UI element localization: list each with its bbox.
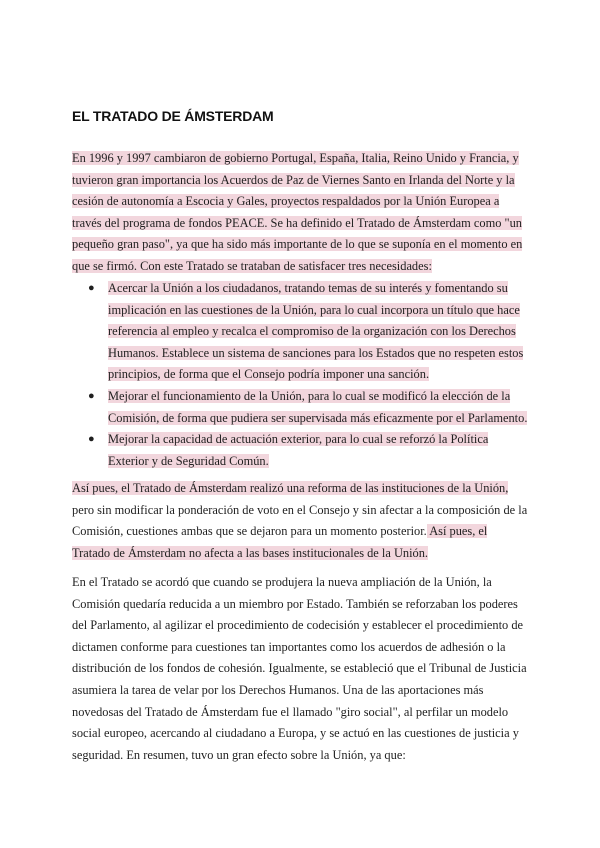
list-item — [88, 386, 528, 429]
bullet-icon: ● — [88, 282, 95, 294]
intro-text: En 1996 y 1997 cambiaron de gobierno Portugal, España, Italia, Reino Unido y Francia, y tuvieron gran importancia los Acuerdos de Paz de Viernes Santo en Irlanda del Norte y la cesión de autonomía a Escocia y Gales, proyectos respaldados por la Unión Europea a través del programa de fondos PEACE. Se ha definido el Tratado de Ámsterdam como "un pequeño gran paso", ya que ha sido más importante de lo que se suponía en el momento en que se firmó. Con este Tratado se trataban de satisfacer tres necesidades: — [72, 151, 523, 273]
list-item-text: Mejorar el funcionamiento de la Unión, para lo cual se modificó la elección de la Comisión, de forma que pudiera ser supervisada más eficazmente por el Parlamento. — [108, 388, 528, 425]
list-item-text: Mejorar la capacidad de actuación exterior, para lo cual se reforzó la Política Exterior y de Seguridad Común. — [108, 432, 489, 468]
reform-highlight-start: Así pues, el Tratado de Ámsterdam realizó una reforma de las instituciones de la Unión, — [72, 481, 509, 495]
reform-plain-text: pero sin modificar la ponderación de voto en el Consejo y sin afectar a la composición de la Comisión, cuestiones ambas que se dejaron para un momento posterior. — [72, 502, 528, 539]
agreement-paragraph: En el Tratado se acordó que cuando se produjera la nueva ampliación de la Unión, la Comisión quedaría reducida a un miembro por Estado. También se reforzaban los poderes del Parlamento, al agilizar el procedimiento de codecisión y establecer el procedimiento de dictamen conforme para cuestiones tan importantes como los acuerdos de adhesión o la distribución de los fondos de cohesión. Igualmente, se estableció que el Tribunal de Justicia asumiera la tarea de velar por los Derechos Humanos. Una de las aportaciones más novedosas del Tratado de Ámsterdam fue el llamado "giro social", al perfilar un modelo social europeo, acercando al ciudadano a Europa, y se actuó en las cuestiones de justicia y seguridad. En resumen, tuvo un gran efecto sobre la Unión, ya que: — [72, 575, 527, 762]
reform-highlight-end: Así pues, el Tratado de Ámsterdam no afecta a las bases institucionales de la Unión. — [72, 524, 488, 560]
document-title: EL TRATADO DE ÁMSTERDAM — [72, 108, 274, 124]
list-item — [88, 278, 528, 386]
bullet-icon: ● — [88, 389, 95, 402]
list-item — [88, 429, 528, 472]
list-item-text: Acercar la Unión a los ciudadanos, tratando temas de su interés y fomentando su implicación en las cuestiones de la Unión, para lo cual incorpora un título que hace referencia al empleo y recalca el compromiso de la organización con los Derechos Humanos. Establece un sistema de sanciones para los Estados que no respeten estos principios, de forma que el Consejo podría imponer una sanción. — [108, 281, 524, 382]
needs-list — [88, 278, 528, 472]
intro-paragraph — [72, 148, 528, 278]
reform-paragraph — [72, 478, 528, 564]
bullet-icon: ● — [88, 433, 95, 446]
